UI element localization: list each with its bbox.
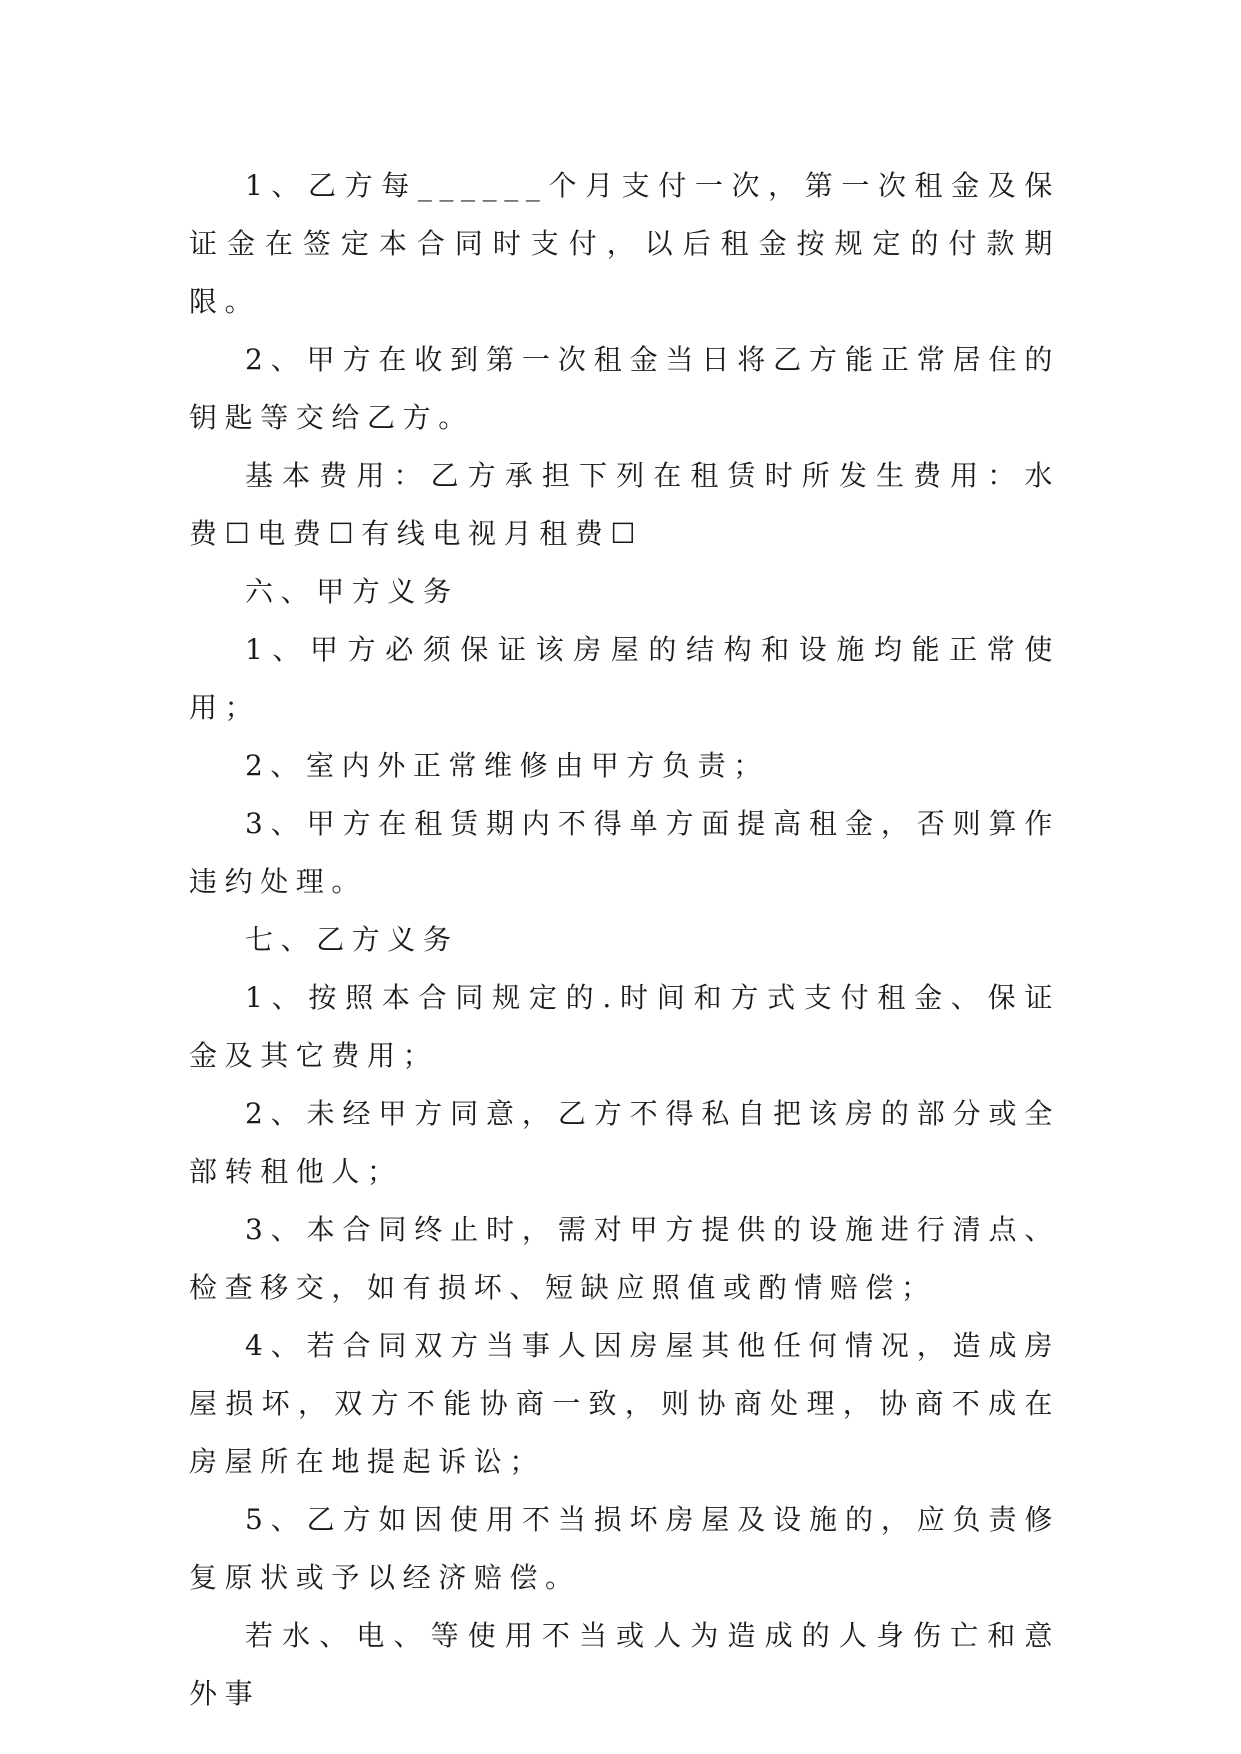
accident-clause-paragraph: 若水、电、等使用不当或人为造成的人身伤亡和意外事 [189, 1619, 1060, 1710]
party-b-obligation-2: 2、未经甲方同意，乙方不得私自把该房的部分或全部转租他人； [189, 1097, 1060, 1188]
party-b-obligation-1: 1、按照本合同规定的.时间和方式支付租金、保证金及其它费用； [189, 981, 1060, 1072]
party-a-obligation-3: 3、甲方在租赁期内不得单方面提高租金，否则算作违约处理。 [189, 807, 1060, 898]
basic-fees-paragraph: 基本费用：乙方承担下列在租赁时所发生费用：水费☐电费☐有线电视月租费☐ [189, 459, 1060, 550]
party-a-obligation-1: 1、甲方必须保证该房屋的结构和设施均能正常使用； [189, 633, 1060, 724]
key-handover-paragraph: 2、甲方在收到第一次租金当日将乙方能正常居住的钥匙等交给乙方。 [189, 343, 1060, 434]
party-b-obligation-3: 3、本合同终止时，需对甲方提供的设施进行清点、检查移交，如有损坏、短缺应照值或酌情赔偿； [189, 1213, 1060, 1304]
party-a-obligation-2: 2、室内外正常维修由甲方负责； [245, 749, 769, 782]
document-body [189, 157, 1060, 1723]
party-b-obligation-5: 5、乙方如因使用不当损坏房屋及设施的，应负责修复原状或予以经济赔偿。 [189, 1503, 1060, 1594]
party-b-obligation-4: 4、若合同双方当事人因房屋其他任何情况，造成房屋损坏，双方不能协商一致，则协商处理，协商不成在房屋所在地提起诉讼； [189, 1329, 1060, 1478]
payment-clause-paragraph: 1、乙方每______个月支付一次，第一次租金及保证金在签定本合同时支付，以后租金按规定的付款期限。 [189, 169, 1060, 318]
section-heading-party-a-obligations: 六、甲方义务 [245, 575, 459, 608]
section-heading-party-b-obligations: 七、乙方义务 [245, 923, 459, 956]
